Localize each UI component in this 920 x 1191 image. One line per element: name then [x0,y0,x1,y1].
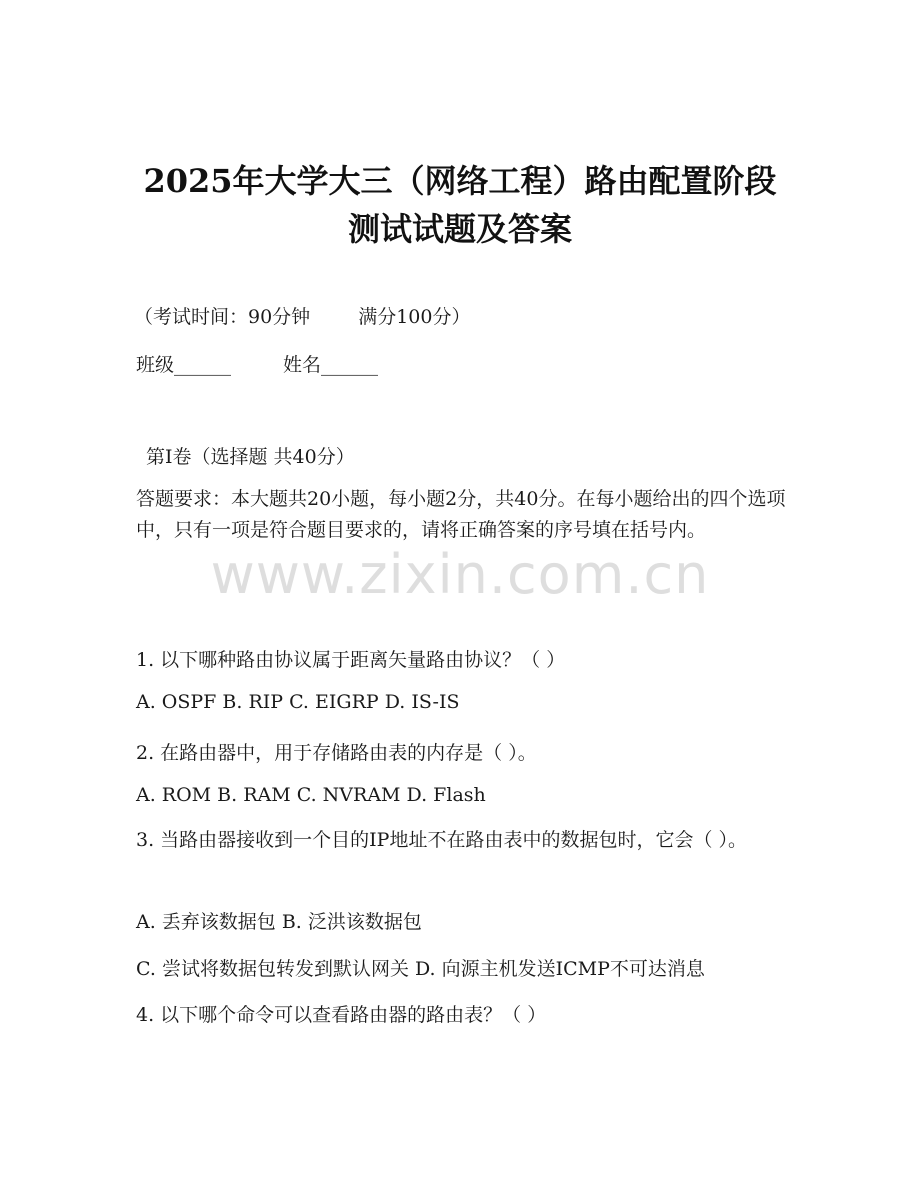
question-2-options: A. ROM B. RAM C. NVRAM D. Flash [136,784,486,806]
exam-time: （考试时间：90分钟 [134,306,311,328]
question-3-options-ab: A. 丢弃该数据包 B. 泛洪该数据包 [136,911,422,933]
name-field-label: 姓名______ [283,354,379,376]
document-title-line-2: 测试试题及答案 [347,210,572,248]
question-3-options-cd: C. 尝试将数据包转发到默认网关 D. 向源主机发送ICMP不可达消息 [136,958,705,980]
section-title: 第I卷（选择题 共40分） [146,446,355,468]
answer-instructions: 答题要求：本大题共20小题，每小题2分，共40分。在每小题给出的四个选项中，只有一项是符合题目要求的，请将正确答案的序号填在括号内。 [136,488,786,541]
question-1-options: A. OSPF B. RIP C. EIGRP D. IS-IS [136,691,460,713]
question-2-stem: 2. 在路由器中，用于存储路由表的内存是（ ）。 [136,742,537,764]
watermark: www.zixin.com.cn [210,543,710,606]
student-info [136,350,378,377]
exam-info [134,302,470,329]
exam-full-score: 满分100分） [358,306,471,328]
class-field-label: 班级______ [136,354,232,376]
question-1-stem: 1. 以下哪种路由协议属于距离矢量路由协议？（ ） [136,649,566,671]
question-3-stem: 3. 当路由器接收到一个目的IP地址不在路由表中的数据包时，它会（ ）。 [136,829,747,851]
document-title-line-1: 2025年大学大三（网络工程）路由配置阶段 [143,162,777,200]
question-4-stem: 4. 以下哪个命令可以查看路由器的路由表？（ ） [136,1004,547,1026]
